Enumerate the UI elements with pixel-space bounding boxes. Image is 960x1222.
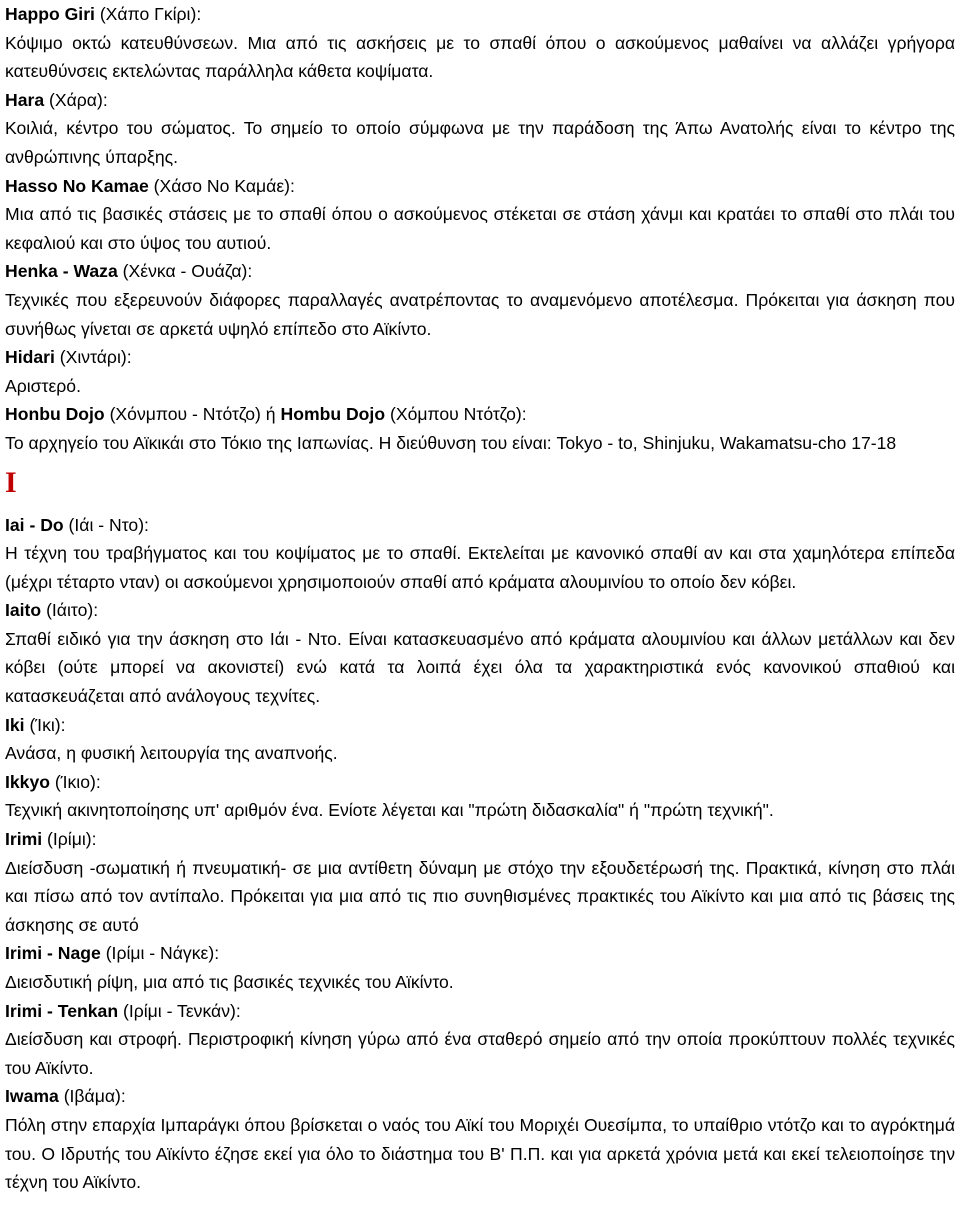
entry-definition: Αριστερό. xyxy=(5,375,81,396)
entry-definition: Διείσδυση και στροφή. Περιστροφική κίνηση γύρω από ένα σταθερό σημείο από την οποία προκύπτουν πολλές τεχνικές του Αϊκίντο. xyxy=(5,1029,955,1078)
entry-term-line xyxy=(5,0,955,29)
entry-definition: Κοιλιά, κέντρο του σώματος. Το σημείο το οποίο σύμφωνα με την παράδοση της Άπω Ανατολής είναι το κέντρο της ανθρώπινης ύπαρξης. xyxy=(5,118,955,167)
glossary-entry xyxy=(5,0,955,86)
entry-definition: Σπαθί ειδικό για την άσκηση στο Ιάι - Ντο. Είναι κατασκευασμένο από κράματα αλουμινίου και άλλων μετάλλων και δεν κόβει (ούτε μπορεί να ακονιστεί) ενώ κατά τα λοιπά έχει όλα τα χαρακτηριστικά ενός κανονικού σπαθιού και κατασκευάζεται από ανάλογους τεχνίτες. xyxy=(5,628,955,707)
entry-transliteration: (Ιάιτο): xyxy=(46,600,99,621)
entry-definition: Πόλη στην επαρχία Ιμπαράγκι όπου βρίσκεται ο ναός του Αϊκί του Μοριχέι Ουεσίμπα, το υπαίθριο ντότζο και το αγρόκτημά του. Ο Ιδρυτής του Αϊκίντο έζησε εκεί για όλο το διάστημα του Β' Π.Π. και για αρκετά χρόνια μετά και εκεί τελειοποίησε την τέχνη του Αϊκίντο. xyxy=(5,1114,955,1193)
entry-definition: Κόψιμο οκτώ κατευθύνσεων. Μια από τις ασκήσεις με το σπαθί όπου ο ασκούμενος μαθαίνει να αλλάζει γρήγορα κατευθύνσεις εκτελώντας παράλληλα κάθετα κοψίματα. xyxy=(5,32,955,82)
entry-term: Happo Giri xyxy=(5,4,95,24)
glossary-entry xyxy=(5,939,955,996)
glossary-entry xyxy=(5,257,955,343)
entry-term: Henka - Waza xyxy=(5,261,118,282)
entry-term-line xyxy=(5,596,955,625)
entry-definition: Τεχνικές που εξερευνούν διάφορες παραλλαγές ανατρέποντας το αναμενόμενο αποτέλεσμα. Πρόκειται για άσκηση που συνήθως γίνεται σε αρκετά υψηλό επίπεδο στο Αϊκίντο. xyxy=(5,289,955,339)
entry-transliteration: (Χάρα): xyxy=(49,89,108,110)
entry-term: Irimi - Nage xyxy=(5,943,101,964)
entry-definition: Η τέχνη του τραβήγματος και του κοψίματος με το σπαθί. Εκτελείται με κανονικό σπαθί αν και στα χαμηλότερα επίπεδα (μέχρι τέταρτο νταν) οι ασκούμενοι χρησιμοποιούν σπαθί από κράματα αλουμινίου το οποίο δεν κόβει. xyxy=(5,543,955,592)
glossary-entry xyxy=(5,596,955,710)
entry-term-line xyxy=(5,825,955,854)
entry-term-line xyxy=(5,400,955,429)
entry-term: Iwama xyxy=(5,1086,59,1107)
entry-term: Iai - Do xyxy=(5,514,64,535)
glossary-entry xyxy=(5,1082,955,1196)
entry-term-line xyxy=(5,997,955,1026)
glossary-entry xyxy=(5,768,955,825)
entry-transliteration: (Χόνμπου - Ντότζο) ή xyxy=(109,404,276,425)
entry-definition: Το αρχηγείο του Αϊκικάι στο Τόκιο της Ιαπωνίας. Η διεύθυνση του είναι: Tokyo - to, Shinjuku, Wakamatsu-cho 17-18 xyxy=(5,432,897,453)
glossary-entry xyxy=(5,711,955,768)
entry-definition: Μια από τις βασικές στάσεις με το σπαθί όπου ο ασκούμενος στέκεται σε στάση χάνμι και κρατάει το σπαθί στο πλάι του κεφαλιού και στο ύψος του αυτιού. xyxy=(5,204,955,253)
entry-definition: Τεχνική ακινητοποίησης υπ' αριθμόν ένα. Ενίοτε λέγεται και "πρώτη διδασκαλία" ή "πρώτη τεχνική". xyxy=(5,800,774,821)
entry-term-line xyxy=(5,711,955,740)
entry-term-line xyxy=(5,939,955,968)
entry-definition: Διείσδυση -σωματική ή πνευματική- σε μια αντίθετη δύναμη με στόχο την εξουδετέρωσή της. Πρακτικά, κίνηση στο πλάι και πίσω από τον αντίπαλο. Πρόκειται για μια από τις πιο συνηθισμένες πρακτικές του Αϊκίντο και μια από τις βάσεις της άσκησης σε αυτό xyxy=(5,857,955,935)
entry-term-line xyxy=(5,86,955,115)
glossary-entry xyxy=(5,997,955,1083)
entry-transliteration: (Ιρίμι - Τενκάν): xyxy=(122,1000,241,1021)
entry-definition: Διεισδυτική ρίψη, μια από τις βασικές τεχνικές του Αϊκίντο. xyxy=(5,972,454,992)
glossary-entry xyxy=(5,172,955,258)
entry-transliteration: (Ιρίμι - Νάγκε): xyxy=(105,943,220,964)
entry-term: Honbu Dojo xyxy=(5,404,105,425)
entry-term: Hasso No Kamae xyxy=(5,175,149,196)
entry-transliteration: (Χάσο Νο Καμάε): xyxy=(153,175,295,196)
glossary-entry xyxy=(5,343,955,400)
entry-transliteration: (Ιάι - Ντο): xyxy=(68,514,149,535)
entry-term: Hidari xyxy=(5,347,55,368)
entry-definition: Ανάσα, η φυσική λειτουργία της αναπνοής. xyxy=(5,743,338,764)
entry-transliteration: (Ίκιο): xyxy=(54,771,101,792)
entry-transliteration: (Ιρίμι): xyxy=(47,829,97,850)
entry-term-line xyxy=(5,257,955,286)
glossary-entry xyxy=(5,400,955,457)
glossary-entry xyxy=(5,511,955,597)
entry-term-line xyxy=(5,343,955,372)
entry-term-alt: Hombu Dojo xyxy=(280,404,386,425)
entry-term-line xyxy=(5,768,955,797)
entry-term-line xyxy=(5,172,955,201)
glossary-entry xyxy=(5,86,955,172)
entry-transliteration: (Χένκα - Ουάζα): xyxy=(122,261,253,282)
entry-term-line xyxy=(5,511,955,540)
glossary-page xyxy=(5,0,955,1197)
entry-term: Hara xyxy=(5,89,45,110)
entry-term: Irimi - Tenkan xyxy=(5,1000,119,1021)
entry-transliteration: (Χάπο Γκίρι): xyxy=(99,4,202,24)
entry-term: Ikkyo xyxy=(5,771,50,792)
glossary-entry xyxy=(5,825,955,939)
entry-transliteration: (Ιβάμα): xyxy=(63,1086,126,1107)
entry-transliteration: (Ίκι): xyxy=(29,714,66,735)
entry-transliteration-alt: (Χόμπου Ντότζο): xyxy=(389,404,527,425)
entry-transliteration: (Χιντάρι): xyxy=(59,347,132,368)
entry-term-line xyxy=(5,1082,955,1111)
section-letter-heading: I xyxy=(5,465,17,499)
entry-term: Iki xyxy=(5,714,25,735)
entry-term: Irimi xyxy=(5,829,43,850)
entry-term: Iaito xyxy=(5,600,42,621)
